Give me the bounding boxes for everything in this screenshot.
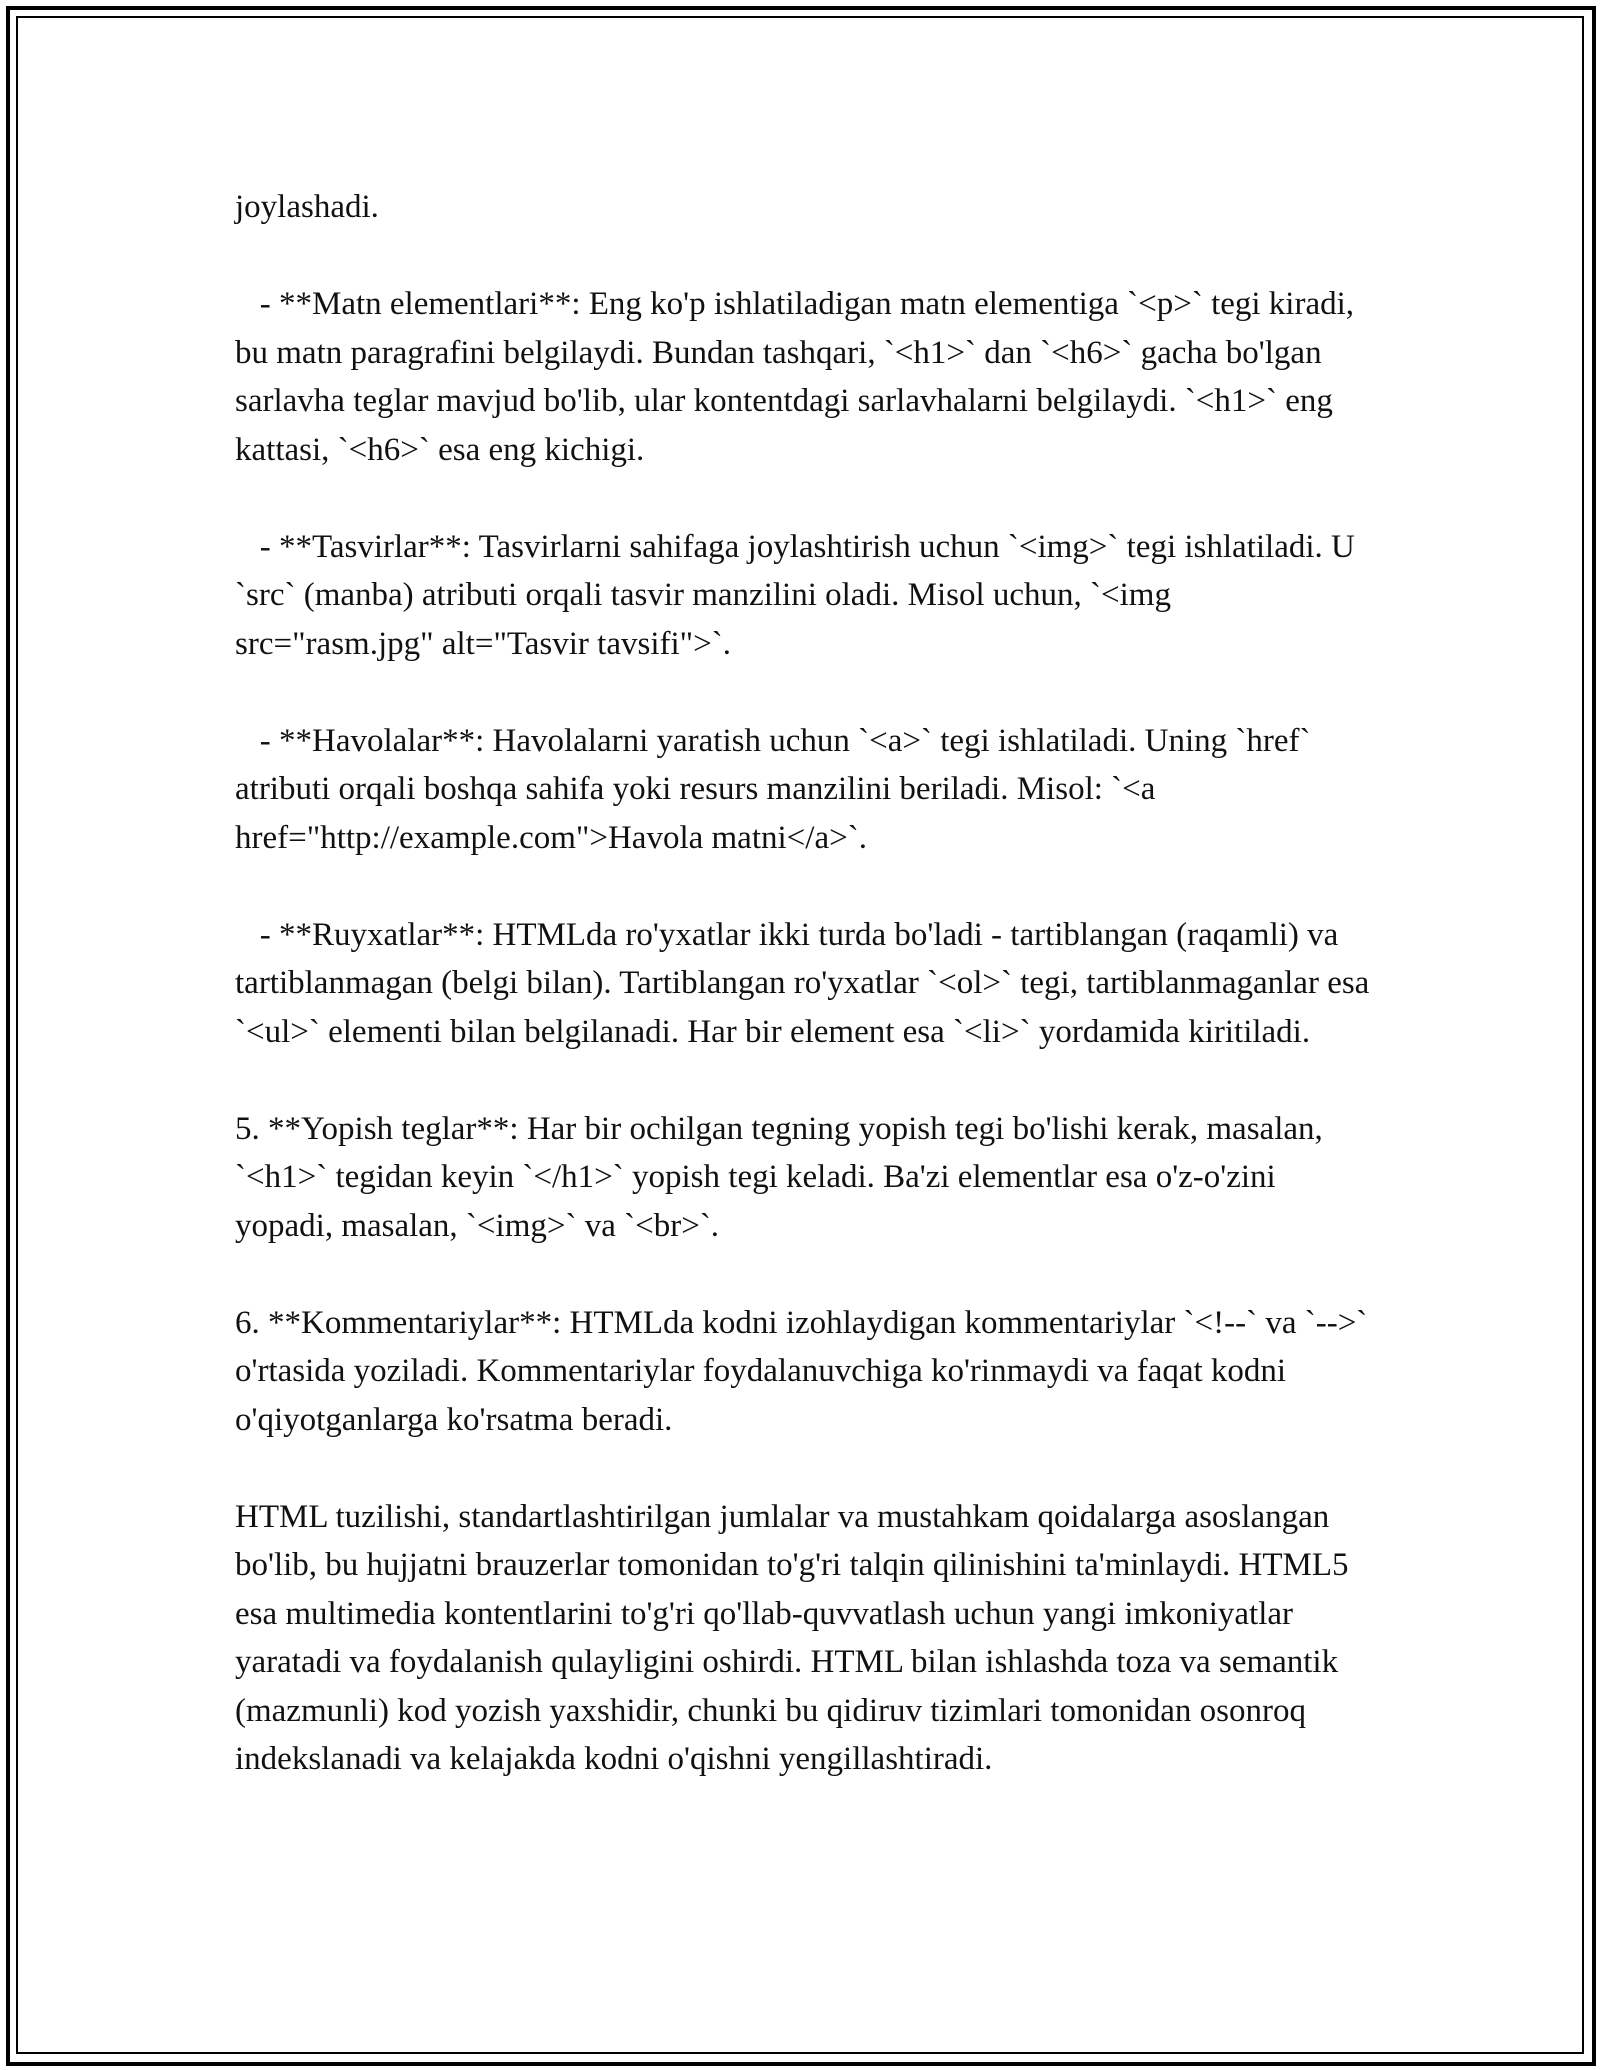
document-body xyxy=(235,183,1378,1784)
paragraph-links: - **Havolalar**: Havolalarni yaratish uchun `<a>` tegi ishlatiladi. Uning `href` atributi orqali boshqa sahifa yoki resurs manzilini beriladi. Misol: `<a href="http://example.com">Havola matni</a>`. xyxy=(235,722,1319,856)
paragraph-continuation: joylashadi. xyxy=(235,189,379,225)
paragraph-lists: - **Ruyxatlar**: HTMLda ro'yxatlar ikki turda bo'ladi - tartiblangan (raqamli) va tartiblanmagan (belgi bilan). Tartiblangan ro'yxatlar `<ol>` tegi, tartiblanmaganlar esa `<ul>` elementi bilan belgilanadi. Har bir element esa `<li>` yordamida kiritiladi. xyxy=(235,916,1378,1050)
paragraph-conclusion: HTML tuzilishi, standartlashtirilgan jumlalar va mustahkam qoidalarga asoslangan bo'lib, bu hujjatni brauzerlar tomonidan to'g'ri talqin qilinishini ta'minlaydi. HTML5 esa multimedia kontentlarini to'g'ri qo'llab-quvvatlash uchun yangi imkoniyatlar yaratadi va foydalanish qulayligini oshirdi. HTML bilan ishlashda toza va semantik (mazmunli) kod yozish yaxshidir, chunki bu qidiruv tizimlari tomonidan osonroq indekslanadi va kelajakda kodni o'qishni yengillashtiradi. xyxy=(235,1498,1357,1777)
paragraph-images: - **Tasvirlar**: Tasvirlarni sahifaga joylashtirish uchun `<img>` tegi ishlatiladi. U `src` (manba) atributi orqali tasvir manzilini oladi. Misol uchun, `<img src="rasm.jpg" alt="Tasvir tavsifi">`. xyxy=(235,528,1364,662)
paragraph-comments: 6. **Kommentariylar**: HTMLda kodni izohlaydigan kommentariylar `<!--` va `-->` o'rtasida yoziladi. Kommentariylar foydalanuvchiga ko'rinmaydi va faqat kodni o'qiyotganlarga ko'rsatma beradi. xyxy=(235,1304,1376,1438)
paragraph-closing-tags: 5. **Yopish teglar**: Har bir ochilgan tegning yopish tegi bo'lishi kerak, masalan, `<h1>` tegidan keyin `</h1>` yopish tegi keladi. Ba'zi elementlar esa o'z-o'zini yopadi, masalan, `<img>` va `<br>`. xyxy=(235,1110,1332,1244)
paragraph-text-elements: - **Matn elementlari**: Eng ko'p ishlatiladigan matn elementiga `<p>` tegi kiradi, bu matn paragrafini belgilaydi. Bundan tashqari, `<h1>` dan `<h6>` gacha bo'lgan sarlavha teglar mavjud bo'lib, ular kontentdagi sarlavhalarni belgilaydi. `<h1>` eng kattasi, `<h6>` esa eng kichigi. xyxy=(235,286,1363,468)
